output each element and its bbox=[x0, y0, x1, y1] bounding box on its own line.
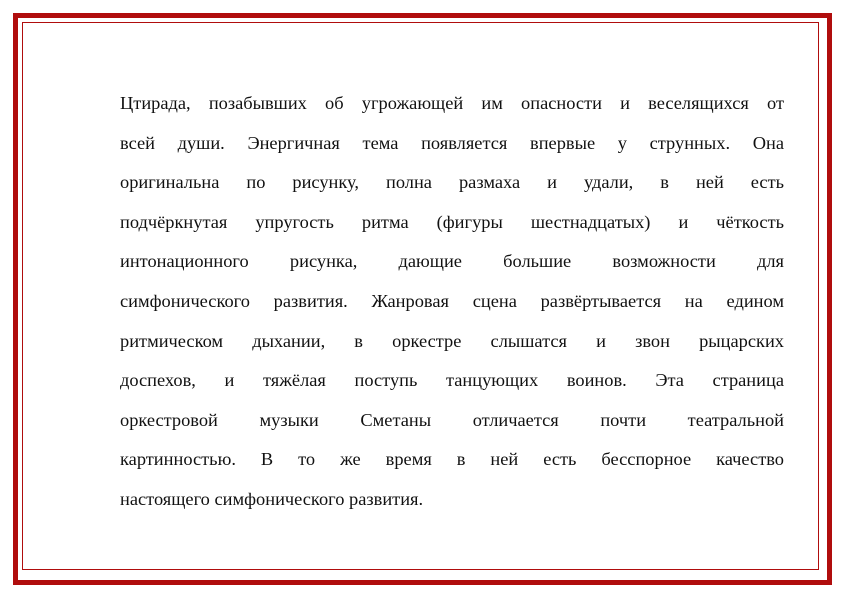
text-line-last: настоящего симфонического развития. bbox=[120, 488, 424, 509]
text-line: картинностью. В то же время в ней есть бесспорное качество bbox=[120, 449, 784, 470]
text-line: Цтирада, позабывших об угрожающей им опасности и веселящихся от bbox=[120, 93, 784, 113]
body-paragraph bbox=[120, 84, 784, 520]
text-line: оркестровой музыки Сметаны отличается почти театральной bbox=[120, 409, 784, 430]
text-line: всей души. Энергичная тема появляется впервые у струнных. Она bbox=[120, 132, 784, 153]
text-line: подчёркнутая упругость ритма (фигуры шестнадцатых) и чёткость bbox=[120, 211, 784, 232]
text-line: доспехов, и тяжёлая поступь танцующих воинов. Эта страница bbox=[120, 370, 784, 391]
text-line: интонационного рисунка, дающие большие возможности для bbox=[120, 251, 784, 272]
text-line: ритмическом дыхании, в оркестре слышатся и звон рыцарских bbox=[120, 330, 784, 351]
text-line: симфонического развития. Жанровая сцена развёртывается на едином bbox=[120, 290, 784, 311]
text-line: оригинальна по рисунку, полна размаха и удали, в ней есть bbox=[120, 172, 784, 193]
